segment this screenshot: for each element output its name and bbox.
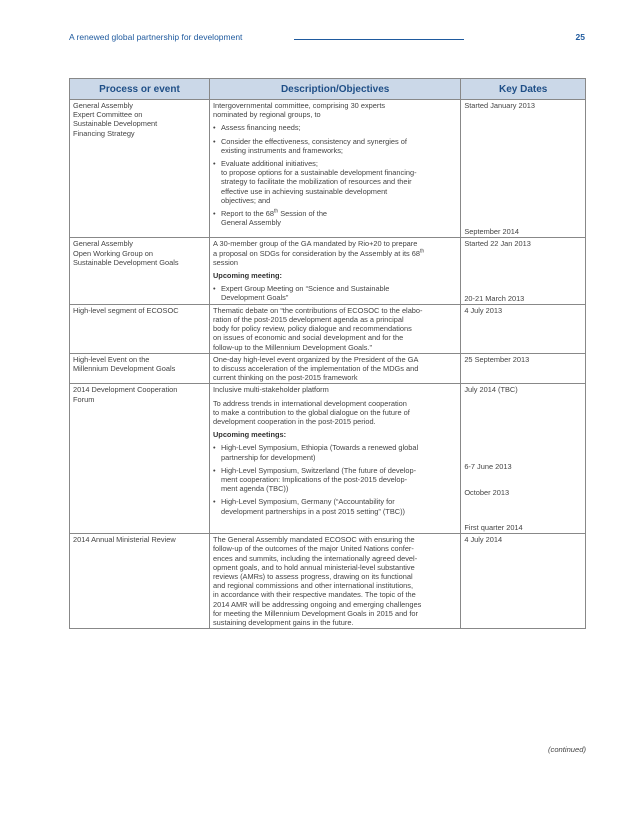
- header-rule: [294, 39, 464, 40]
- text-line: development cooperation in the post-2015 period.: [212, 417, 376, 427]
- key-dates-cell: [461, 384, 586, 534]
- text-line: existing instruments and frameworks;: [220, 145, 343, 155]
- key-date: 4 July 2014: [464, 535, 503, 545]
- bullet-item: [213, 466, 457, 494]
- text-line: • Consider the effectiveness, consistency and synergies of: [220, 136, 407, 146]
- key-date: 20-21 March 2013: [464, 293, 525, 303]
- text-line: to make a contribution to the global dialogue on the future of: [212, 407, 410, 417]
- description-cell: [209, 238, 460, 304]
- text-line: • High-Level Symposium, Ethiopia (Towards a renewed global: [220, 443, 419, 453]
- process-cell: [70, 534, 210, 629]
- process-cell: [70, 304, 210, 353]
- process-line: Expert Committee on: [73, 110, 143, 120]
- process-line: Financing Strategy: [73, 128, 135, 138]
- text-line: General Assembly: [220, 218, 281, 228]
- process-line: Sustainable Development: [73, 119, 158, 129]
- key-date: October 2013: [464, 487, 510, 497]
- bullet-item: [213, 497, 457, 515]
- text-line: effective use in achieving sustainable development: [220, 186, 388, 196]
- process-line: Open Working Group on: [73, 248, 153, 258]
- text-line: nominated by regional groups, to: [212, 110, 321, 120]
- table-row: [70, 384, 586, 534]
- text-line: and regional commissions and other international institutions,: [212, 581, 414, 591]
- key-date: 6-7 June 2013: [464, 461, 512, 471]
- text-line: [213, 249, 457, 258]
- key-dates-cell: [461, 304, 586, 353]
- text-line: Development Goals”: [220, 293, 289, 303]
- description-cell: [209, 353, 460, 384]
- process-cell: [70, 100, 210, 238]
- page-number: 25: [575, 32, 585, 42]
- process-line: Sustainable Development Goals: [73, 257, 179, 267]
- key-dates-cell: [461, 100, 586, 238]
- text-line: opment goals, and to hold annual ministerial-level substantive: [212, 562, 415, 572]
- process-line: General Assembly: [73, 101, 133, 110]
- process-cell: [70, 353, 210, 384]
- key-date: 25 September 2013: [464, 354, 530, 364]
- text-line: • High-Level Symposium, Germany (“Accountability for: [220, 497, 395, 507]
- text-line: ences and summits, including the internationally agreed devel-: [212, 553, 418, 563]
- text-line: Thematic debate on “the contributions of ECOSOC to the elabo-: [212, 305, 423, 315]
- superscript: th: [420, 248, 425, 255]
- text-line: objectives; and: [220, 195, 271, 205]
- key-date: July 2014 (TBC): [464, 385, 518, 395]
- process-line: Millennium Development Goals: [73, 364, 176, 374]
- description-intro: [213, 239, 457, 267]
- header-process: Process or event: [70, 79, 210, 100]
- process-cell: [70, 384, 210, 534]
- text-line: • Assess financing needs;: [220, 123, 301, 133]
- text-line: ment agenda (TBC)): [220, 484, 289, 494]
- description-cell: [209, 384, 460, 534]
- text-line: on issues of economic and social development and for the: [212, 333, 404, 343]
- text-line: development partnerships in a post 2015 setting” (TBC)): [220, 506, 406, 516]
- process-line: General Assembly: [73, 239, 133, 249]
- table-row: [70, 100, 586, 238]
- text-part: a proposal on SDGs for consideration by the Assembly at its 68: [212, 248, 421, 258]
- page-header: [69, 32, 585, 46]
- table-row: [70, 238, 586, 304]
- key-date: First quarter 2014: [464, 523, 523, 533]
- text-line: in accordance with their respective mandates. The topic of the: [212, 590, 416, 600]
- text-line: body for policy review, policy dialogue and recommendations: [212, 324, 412, 334]
- text-line: current thinking on the post-2015 framework: [212, 373, 358, 383]
- table-row: [70, 304, 586, 353]
- text-line: ration of the post-2015 development agenda as a principal: [212, 315, 404, 325]
- upcoming-label: Upcoming meetings:: [212, 430, 287, 440]
- text-line: ment cooperation: Implications of the post-2015 develop-: [220, 475, 408, 485]
- key-dates-cell: [461, 238, 586, 304]
- text-line: strategy to facilitate the mobilization of resources and their: [220, 177, 412, 187]
- bullet-item: [213, 123, 457, 132]
- process-table: [69, 78, 586, 629]
- text-line: One-day high-level event organized by the President of the GA: [212, 354, 419, 364]
- text-line: The General Assembly mandated ECOSOC with ensuring the: [212, 535, 415, 545]
- text-line: follow-up of the outcomes of the major United Nations confer-: [212, 544, 414, 554]
- process-line: 2014 Annual Ministerial Review: [73, 535, 176, 545]
- text-line: • High-Level Symposium, Switzerland (The future of develop-: [220, 465, 417, 475]
- key-dates-cell: [461, 534, 586, 629]
- key-date: Started January 2013: [464, 101, 535, 110]
- description-intro: [213, 101, 457, 119]
- description-cell: [209, 100, 460, 238]
- key-date: September 2014: [464, 227, 519, 237]
- process-line: 2014 Development Cooperation: [73, 385, 178, 395]
- text-line: for meeting the Millennium Development Goals in 2015 and for: [212, 608, 418, 618]
- text-line: • Expert Group Meeting on “Science and Sustainable: [220, 284, 390, 294]
- bullet-item: [213, 159, 457, 205]
- table-row: [70, 353, 586, 384]
- text-line: follow-up to the Millennium Development Goals.”: [212, 342, 372, 352]
- description-cell: [209, 304, 460, 353]
- text-line: to propose options for a sustainable development financing-: [220, 168, 417, 178]
- text-part: Report to the 68: [220, 209, 274, 219]
- text-part: Session of the: [278, 209, 328, 219]
- text-line: reviews (AMRs) to assess progress, drawing on its functional: [212, 572, 413, 582]
- text-line: 2014 AMR will be addressing ongoing and emerging challenges: [212, 599, 422, 609]
- key-date: Started 22 Jan 2013: [464, 239, 531, 249]
- superscript: th: [273, 208, 279, 215]
- text-line: session: [212, 257, 239, 267]
- process-line: High-level segment of ECOSOC: [73, 305, 179, 315]
- continued-note: (continued): [548, 745, 586, 754]
- header-description: Description/Objectives: [209, 79, 460, 100]
- upcoming-label: Upcoming meeting:: [212, 271, 282, 281]
- table-row: [70, 534, 586, 629]
- text-line: to discuss acceleration of the implementation of the MDGs and: [212, 364, 419, 374]
- text-line: sustaining development gains in the future.: [212, 618, 354, 628]
- text-line: partnership for development): [220, 452, 316, 462]
- bullet-item: [213, 137, 457, 155]
- text-line: [221, 209, 457, 218]
- description-aim: [213, 399, 457, 427]
- text-line: To address trends in international development cooperation: [212, 398, 407, 408]
- process-cell: [70, 238, 210, 304]
- text-line: Intergovernmental committee, comprising 30 experts: [212, 101, 386, 110]
- text-line: • Evaluate additional initiatives;: [220, 159, 318, 169]
- process-line: Forum: [73, 394, 95, 404]
- bullet-item: [213, 443, 457, 461]
- process-line: High-level Event on the: [73, 354, 150, 364]
- key-dates-cell: [461, 353, 586, 384]
- running-title: A renewed global partnership for development: [69, 32, 243, 42]
- description-intro: Inclusive multi-stakeholder platform: [212, 385, 329, 395]
- description-cell: [209, 534, 460, 629]
- header-key-dates: Key Dates: [461, 79, 586, 100]
- bullet-item: [213, 284, 457, 302]
- text-line: A 30-member group of the GA mandated by Rio+20 to prepare: [212, 239, 418, 249]
- bullet-item: [213, 209, 457, 227]
- key-date: 4 July 2013: [464, 305, 503, 315]
- table-header-row: [70, 79, 586, 100]
